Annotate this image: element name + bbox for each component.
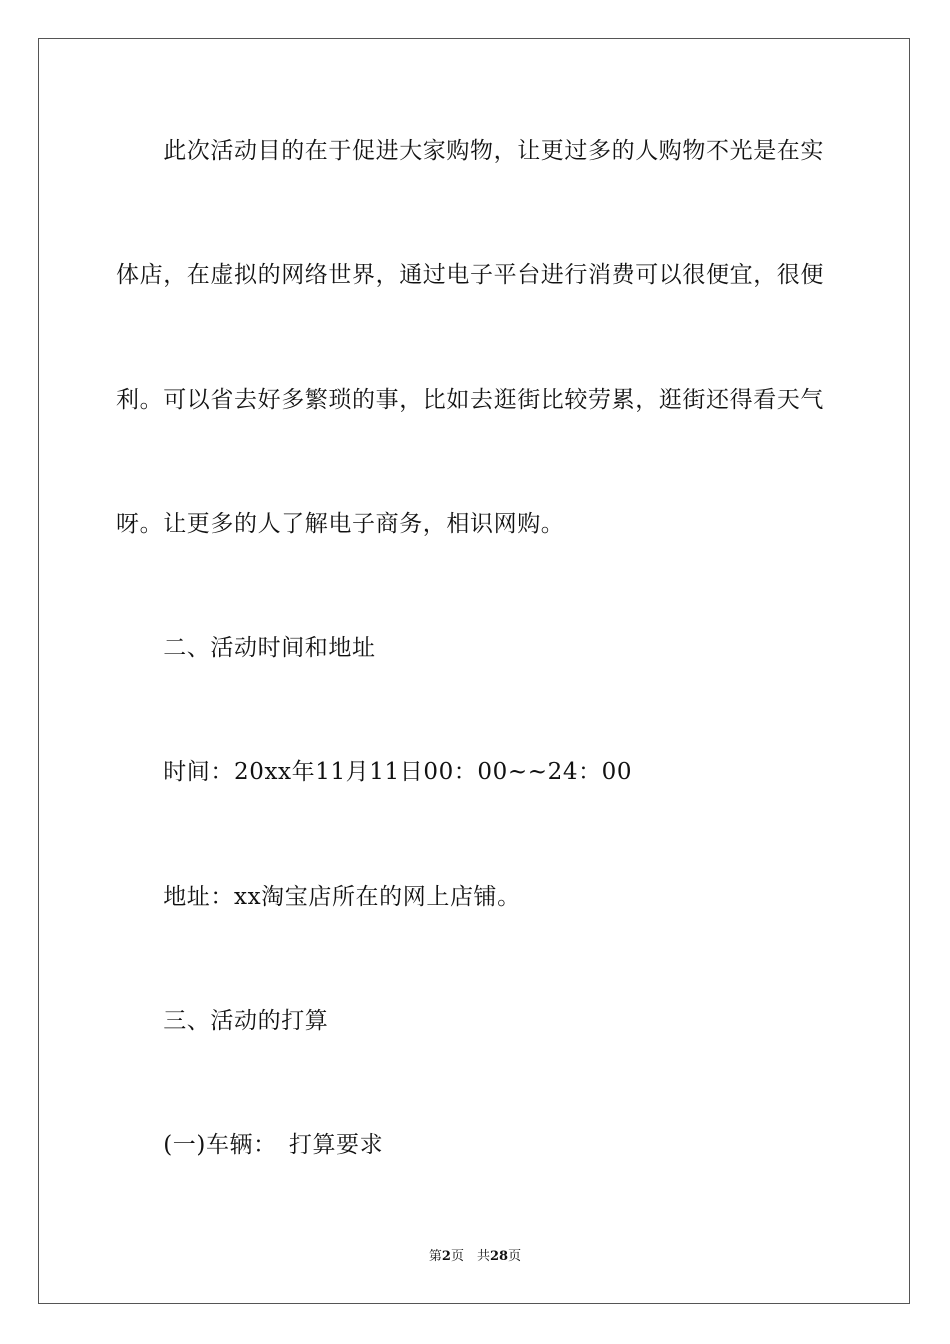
- text-line-3: 利。可以省去好多繁琐的事，比如去逛街比较劳累，逛街还得看天气: [116, 387, 824, 413]
- page-footer: [0, 1248, 950, 1266]
- page-border: [38, 38, 910, 1304]
- section-heading-3: 三、活动的打算: [116, 1008, 329, 1034]
- event-location: 地址：xx淘宝店所在的网上店铺。: [116, 884, 521, 910]
- text-line-4: 呀。让更多的人了解电子商务，相识网购。: [116, 511, 565, 537]
- text-line-2: 体店，在虚拟的网络世界，通过电子平台进行消费可以很便宜，很便: [116, 262, 824, 288]
- subsection-vehicles: (一)车辆： 打算要求: [116, 1132, 384, 1158]
- footer-suffix: 页: [508, 1249, 522, 1264]
- footer-page-number: 2: [441, 1249, 451, 1264]
- text-line-1: 此次活动目的在于促进大家购物，让更过多的人购物不光是在实: [116, 138, 824, 164]
- event-time: 时间：20xx年11月11日00：00~~24：00: [116, 759, 633, 785]
- section-heading-2: 二、活动时间和地址: [116, 635, 376, 661]
- footer-total-pages: 28: [489, 1249, 509, 1264]
- footer-prefix: 第: [428, 1249, 442, 1264]
- footer-mid: 页 共: [450, 1249, 490, 1264]
